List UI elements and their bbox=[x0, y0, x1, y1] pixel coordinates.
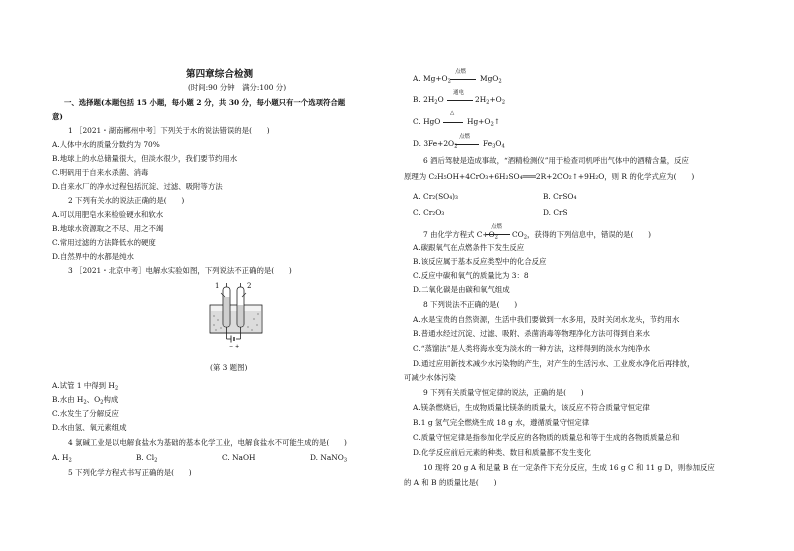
q3-option-c: C.水发生了分解反应 bbox=[52, 409, 119, 418]
q8-option-b: B.普通水经过沉淀、过滤、吸附、杀菌消毒等物理净化方法可得到自来水 bbox=[413, 329, 650, 338]
question-5: 5 下列化学方程式书写正确的是( ) bbox=[68, 468, 192, 477]
svg-text:+: + bbox=[235, 344, 240, 350]
question-10: 10 现将 20 g A 和足量 B 在一定条件下充分反应，生成 16 g C 和 11 g D，则参加反应 bbox=[423, 463, 715, 472]
q1-option-c: C.明矾用于自来水杀菌、消毒 bbox=[52, 168, 149, 177]
question-6-cont: 原理为 C₂H₅OH+4CrO₃+6H₂SO₄═══2R+2CO₂↑+9H₂O，则 R 的化学式应为( ) bbox=[404, 172, 695, 181]
q7-option-c: C.反应中碳和氧气的质量比为 3：8 bbox=[413, 271, 529, 280]
figure-caption: (第 3 题图) bbox=[210, 363, 248, 372]
q1-option-a: A.人体中水的质量分数约为 70% bbox=[52, 140, 160, 149]
q3-option-b: B.水由 $H_2$、$O_2$构成 bbox=[52, 395, 119, 406]
question-6: 6 酒后驾驶是造成事故，“酒精检测仪”用于检查司机呼出气体中的酒精含量，反应 bbox=[423, 156, 689, 165]
q5-option-d-rhs: $Fe_3O_4$ bbox=[483, 139, 505, 150]
q9-option-b: B.1 g 氢气完全燃烧生成 18 g 水，遵循质量守恒定律 bbox=[413, 418, 590, 427]
q7-option-d: D.二氧化碳是由碳和氧气组成 bbox=[413, 285, 510, 294]
q5-option-b-condition: 通电 bbox=[453, 90, 465, 96]
electrolysis-figure bbox=[196, 281, 274, 355]
q5-option-d-condition: 点燃 bbox=[459, 134, 471, 140]
q3-option-d: D.水由氢、氧元素组成 bbox=[52, 423, 127, 432]
q5-option-b-arrow bbox=[447, 100, 473, 101]
question-8: 8 下列说法不正确的是( ) bbox=[423, 300, 518, 309]
q5-option-d-lhs: D. $3Fe+2O_2$ bbox=[413, 139, 458, 150]
q2-option-a: A.可以用肥皂水来检验硬水和软水 bbox=[52, 210, 164, 219]
q8-option-d: D.通过应用新技术减少水污染物的产生，对产生的生活污水、工业废水净化后再排放， bbox=[413, 359, 695, 368]
question-7-condition: 点燃 bbox=[491, 224, 503, 230]
electrolysis-apparatus-diagram bbox=[196, 281, 274, 355]
q5-option-c-condition: △ bbox=[450, 110, 455, 116]
q5-option-b-rhs: $2H_2+O_2$ bbox=[475, 95, 506, 106]
q1-option-d: D.自来水厂的净水过程包括沉淀、过滤、吸附等方法 bbox=[52, 182, 223, 191]
tube-2-label: 2 bbox=[247, 282, 252, 290]
question-4: 4 氯碱工业是以电解食盐水为基础的基本化学工业，电解食盐水不可能生成的是( ) bbox=[68, 438, 347, 447]
q4-option-a: A. $H_2$ bbox=[52, 453, 72, 464]
q8-option-a: A.水是宝贵的自然资源，生活中我们要做到一水多用，及时关闭水龙头，节约用水 bbox=[413, 315, 680, 324]
question-9: 9 下列有关质量守恒定律的说法，正确的是( ) bbox=[423, 388, 584, 397]
q5-option-c-rhs: $Hg+O_2↑$ bbox=[467, 117, 500, 128]
question-3: 3 ［2021・北京中考］电解水实验如图，下列说法不正确的是( ) bbox=[68, 266, 292, 275]
q6-option-a: A. Cr₂(SO₄)₃ bbox=[413, 192, 459, 201]
q5-option-d-arrow bbox=[455, 144, 479, 145]
q5-option-a-rhs: MgO$_2$ bbox=[480, 74, 502, 85]
q2-option-d: D.自然界中的水都是纯水 bbox=[52, 252, 134, 261]
tube-1-label: 1 bbox=[215, 282, 220, 290]
q9-option-a: A.镁条燃烧后，生成物质量比镁条的质量大，该反应不符合质量守恒定律 bbox=[413, 403, 650, 412]
question-7-rhs: $CO_2$，获得的下列信息中，错误的是( ) bbox=[512, 230, 652, 241]
svg-text:−: − bbox=[229, 344, 234, 350]
q5-option-c-lhs: C. HgO bbox=[413, 117, 441, 126]
q6-option-b: B. CrSO₄ bbox=[543, 192, 577, 201]
q2-option-b: B.地球水资源取之不尽、用之不竭 bbox=[52, 224, 164, 233]
question-10-cont: 的 A 和 B 的质量比是( ) bbox=[404, 478, 497, 487]
q7-option-a: A.碳跟氧气在点燃条件下发生反应 bbox=[413, 243, 525, 252]
question-1: 1 ［2021・湖南郴州中考］下列关于水的说法错误的是( ) bbox=[68, 126, 270, 135]
q4-option-b: B. $Cl_2$ bbox=[136, 453, 158, 464]
q9-option-d: D.化学反应前后元素的种类、数目和质量都不发生变化 bbox=[413, 448, 591, 457]
q7-option-b: B.该反应属于基本反应类型中的化合反应 bbox=[413, 257, 547, 266]
q3-option-a: A.试管 1 中得到 $H_2$ bbox=[52, 381, 119, 392]
question-7-lhs: 7 由化学方程式 $C+O_2$ bbox=[423, 230, 498, 241]
q6-option-d: D. CrS bbox=[543, 208, 568, 217]
exam-subtitle: (时间:90 分钟 满分:100 分) bbox=[188, 83, 287, 92]
q9-option-c: C.质量守恒定律是指参加化学反应的各物质的质量总和等于生成的各物质质量总和 bbox=[413, 433, 680, 442]
q8-option-c: C.“蒸馏法”是人类将海水变为淡水的一种方法，这样得到的淡水为纯净水 bbox=[413, 344, 651, 353]
q5-option-b-lhs: B. $2H_2O$ bbox=[413, 95, 444, 106]
question-2: 2 下列有关水的说法正确的是( ) bbox=[68, 196, 185, 205]
question-7-arrow bbox=[486, 234, 510, 235]
q4-option-d: D. NaNO$_3$ bbox=[310, 453, 348, 464]
q8-option-d-cont: 可减少水体污染 bbox=[404, 373, 456, 382]
section-heading-cont: 意) bbox=[52, 112, 63, 121]
q5-option-a-arrow bbox=[450, 79, 476, 80]
q5-option-a-lhs: A. $Mg+O_2$ bbox=[413, 74, 451, 85]
q1-option-b: B.地球上的水总储量很大，但淡水很少，我们要节约用水 bbox=[52, 154, 238, 163]
page-title: 第四章综合检测 bbox=[186, 69, 254, 80]
q4-option-c: C. NaOH bbox=[222, 453, 256, 462]
q2-option-c: C.常用过滤的方法降低水的硬度 bbox=[52, 238, 156, 247]
section-heading: 一、选择题(本题包括 15 小题，每小题 2 分，共 30 分，每小题只有一个选项符合题 bbox=[64, 98, 346, 107]
q5-option-c-arrow bbox=[443, 122, 463, 123]
q6-option-c: C. Cr₂O₃ bbox=[413, 208, 445, 217]
q5-option-a-condition: 点燃 bbox=[455, 69, 467, 75]
